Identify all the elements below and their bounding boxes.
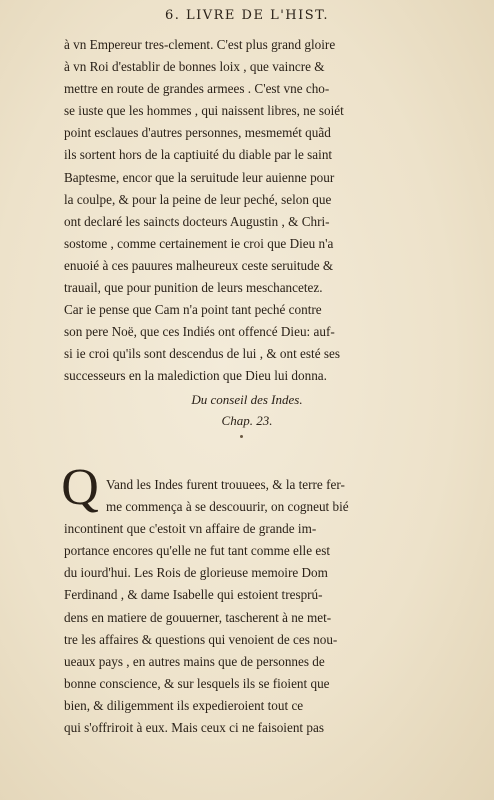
- text-line: mettre en route de grandes armees . C'est vne cho-: [64, 81, 330, 97]
- ink-speck: [240, 435, 243, 438]
- text-line: bien, & diligemment ils expedieroient tout ce: [64, 697, 304, 713]
- chapter-title: Du conseil des Indes.: [191, 392, 303, 407]
- text-line: enuoié à ces pauures malheureux ceste seruitude &: [64, 257, 334, 273]
- text-line: me commença à se descouurir, on cogneut bié: [106, 499, 349, 515]
- text-line: la coulpe, & pour la peine de leur peché, selon que: [64, 191, 332, 207]
- text-line: point esclaues d'autres personnes, mesmemét quãd: [64, 125, 331, 141]
- text-line: tre les affaires & questions qui venoient de ces nou-: [64, 631, 338, 647]
- text-line: ils sortent hors de la captiuité du diable par le saint: [64, 147, 333, 163]
- text-line: son pere Noë, que ces Indiés ont offencé Dieu: auf-: [64, 324, 335, 340]
- text-line: Baptesme, encor que la seruitude leur auienne pour: [64, 169, 335, 185]
- text-line: qui s'offriroit à eux. Mais ceux ci ne faisoient pas: [64, 720, 324, 736]
- running-header: 6. LIVRE DE L'HIST.: [164, 8, 330, 23]
- text-line: bonne conscience, & sur lesquels ils se fioient que: [64, 675, 330, 691]
- text-line: trauail, que pour punition de leurs meschancetez.: [64, 280, 323, 296]
- paragraph-1: [64, 34, 458, 388]
- text-line: se iuste que les hommes , qui naissent libres, ne soiét: [64, 103, 344, 119]
- text-line: du iourd'hui. Les Rois de glorieuse memoire Dom: [64, 565, 328, 581]
- text-line: portance encores qu'elle ne fut tant comme elle est: [64, 543, 331, 559]
- text-line: Vand les Indes furent trouuees, & la terre fer-: [106, 477, 345, 492]
- text-line: sostome , comme certainement ie croi que Dieu n'a: [64, 235, 334, 251]
- text-line: dens en matiere de gouuerner, tascherent à ne met-: [64, 609, 332, 625]
- chapter-number: Chap. 23.: [221, 413, 273, 428]
- text-line: ont declaré les saincts docteurs Augustin , & Chri-: [64, 213, 330, 229]
- text-line: à vn Empereur tres-clement. C'est plus grand gloire: [64, 37, 336, 52]
- text-line: Ferdinand , & dame Isabelle qui estoient tresprú-: [64, 587, 323, 603]
- text-line: incontinent que c'estoit vn affaire de grande im-: [64, 521, 317, 537]
- text-line: à vn Roi d'establir de bonnes loix , que vaincre &: [64, 59, 325, 75]
- text-line: successeurs en la malediction que Dieu lui donna.: [64, 368, 327, 384]
- text-line: si ie croi qu'ils sont descendus de lui , & ont esté ses: [64, 346, 340, 362]
- drop-cap: Q: [61, 459, 99, 516]
- text-line: Car ie pense que Cam n'a point tant peché contre: [64, 302, 322, 318]
- paragraph-2: [64, 474, 458, 739]
- text-line: ueaux pays , en autres mains que de personnes de: [64, 653, 325, 669]
